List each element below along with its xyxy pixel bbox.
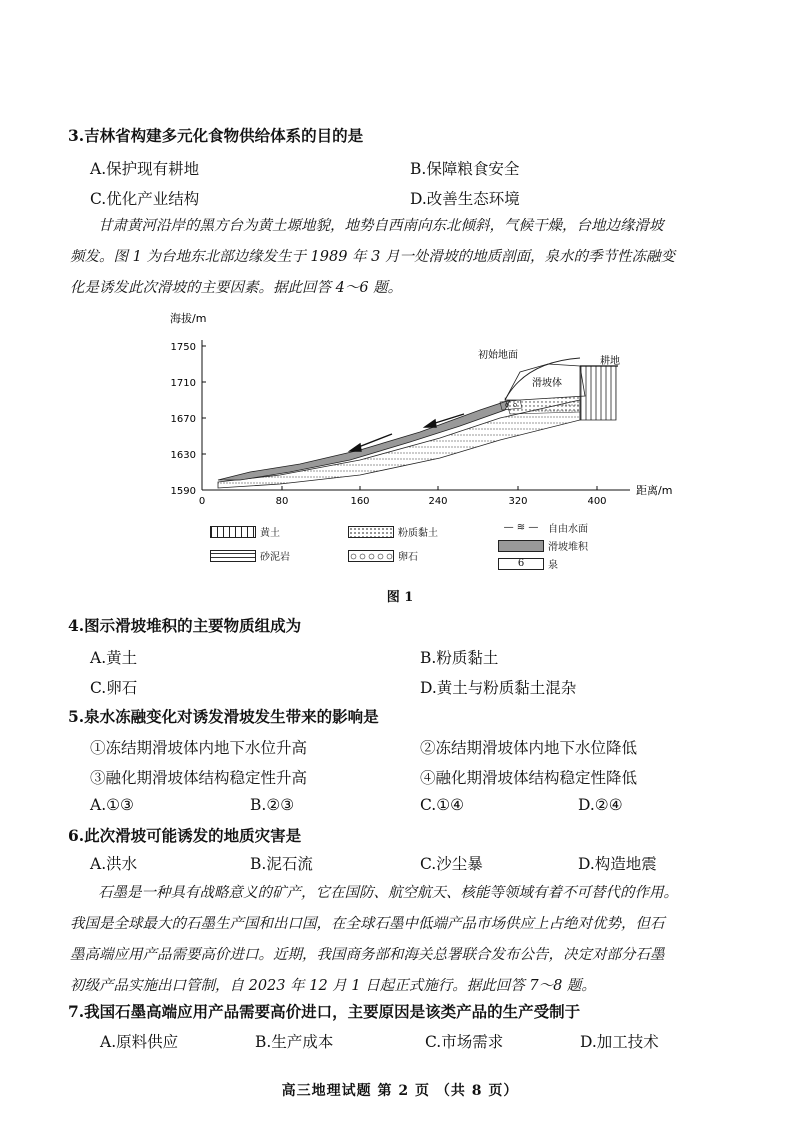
y-tick: 1670 (170, 414, 196, 425)
landslide-deposit-swatch (498, 540, 544, 552)
legend-loess-label: 黄土 (260, 528, 280, 539)
legend-sandstone-label: 砂泥岩 (260, 552, 290, 563)
question-3-stem: 3.吉林省构建多元化食物供给体系的目的是 (68, 126, 364, 145)
figure-legend (210, 518, 630, 578)
label-original-surface: 初始地面 (478, 350, 518, 361)
passage-2-line-1: 石墨是一种具有战略意义的矿产，它在国防、航空航天、核能等领域有着不可替代的作用。 (98, 885, 678, 901)
q4-option-c: C.卵石 (90, 679, 138, 697)
spring-swatch: 6 (498, 558, 544, 570)
x-tick: 320 (508, 496, 528, 507)
passage-1-line-2: 频发。图 1 为台地东北部边缘发生于 1989 年 3 月一处滑坡的地质剖面，泉水的季节性冻融变 (70, 249, 676, 265)
pebble-swatch (348, 550, 394, 562)
question-7-stem: 7.我国石墨高端应用产品需要高价进口，主要原因是该类产品的生产受制于 (68, 1002, 581, 1021)
legend-landslide-deposit (498, 538, 588, 553)
q3-option-c: C.优化产业结构 (90, 190, 200, 208)
q6-option-a: A.洪水 (90, 855, 138, 873)
y-axis-label: 海拔/m (170, 312, 207, 325)
question-4-stem: 4.图示滑坡堆积的主要物质组成为 (68, 616, 302, 635)
passage-2-line-4: 初级产品实施出口管制，自 2023 年 12 月 1 日起正式施行。据此回答 7～8 题。 (70, 978, 596, 994)
q5-option-c: C.①④ (420, 796, 465, 814)
q5-option-b: B.②③ (250, 796, 295, 814)
q6-option-b: B.泥石流 (250, 855, 313, 873)
x-tick: 160 (350, 496, 370, 507)
passage-2-line-2: 我国是全球最大的石墨生产国和出口国，在全球石墨中低端产品市场供应上占绝对优势，但石 (70, 916, 665, 932)
q3-option-b: B.保障粮食安全 (410, 160, 520, 178)
q7-option-a: A.原料供应 (100, 1033, 179, 1051)
legend-loess (210, 524, 280, 539)
q3-option-a: A.保护现有耕地 (90, 160, 200, 178)
q3-option-d: D.改善生态环境 (410, 190, 520, 208)
legend-spring (498, 556, 558, 571)
pebble-layer (500, 400, 522, 410)
legend-water-table (498, 520, 588, 535)
q6-option-d: D.构造地震 (578, 855, 657, 873)
passage-landslide (70, 211, 722, 304)
q6-option-c: C.沙尘暴 (420, 855, 483, 873)
label-farmland: 耕地 (600, 356, 620, 367)
legend-pebble (348, 548, 418, 563)
q5-statement-3: ③融化期滑坡体结构稳定性升高 (90, 769, 308, 787)
passage-2-line-3: 墨高端应用产品需要高价进口。近期，我国商务部和海关总署联合发布公告，决定对部分石墨 (70, 947, 665, 963)
legend-landslide-deposit-label: 滑坡堆积 (548, 542, 588, 553)
question-6-stem: 6.此次滑坡可能诱发的地质灾害是 (68, 826, 302, 845)
page-footer: 高三地理试题 第 2 页 （共 8 页） (281, 1083, 519, 1099)
q5-option-a: A.①③ (90, 796, 134, 814)
x-axis-label: 距离/m (636, 484, 673, 497)
q5-statement-4: ④融化期滑坡体结构稳定性降低 (420, 769, 638, 787)
silty-clay-swatch (348, 526, 394, 538)
sandstone-swatch (210, 550, 256, 562)
y-tick: 1710 (170, 378, 196, 389)
y-tick: 1750 (170, 342, 196, 353)
passage-graphite (70, 878, 722, 1002)
legend-pebble-label: 卵石 (398, 552, 418, 563)
y-tick: 1590 (170, 486, 196, 497)
figure-caption: 图 1 (386, 590, 414, 605)
q5-statement-1: ①冻结期滑坡体内地下水位升高 (90, 739, 308, 757)
loess-platform (580, 366, 616, 420)
x-tick: 240 (428, 496, 448, 507)
q4-option-a: A.黄土 (90, 649, 138, 667)
legend-silty-clay-label: 粉质黏土 (398, 528, 438, 539)
q7-option-c: C.市场需求 (425, 1033, 504, 1051)
label-landslide-body: 滑坡体 (532, 378, 562, 389)
x-tick: 400 (587, 496, 607, 507)
x-tick: 80 (275, 496, 289, 507)
q7-option-b: B.生产成本 (255, 1033, 334, 1051)
loess-swatch (210, 526, 256, 538)
passage-1-line-1: 甘肃黄河沿岸的黑方台为黄土塬地貌，地势自西南向东北倾斜，气候干燥，台地边缘滑坡 (98, 218, 664, 234)
question-5-stem: 5.泉水冻融变化对诱发滑坡发生带来的影响是 (68, 707, 379, 726)
legend-water-table-label: 自由水面 (548, 524, 588, 535)
y-tick: 1630 (170, 450, 196, 461)
legend-sandstone (210, 548, 290, 563)
legend-silty-clay (348, 524, 438, 539)
passage-1-line-3: 化是诱发此次滑坡的主要因素。据此回答 4～6 题。 (70, 280, 403, 296)
q7-option-d: D.加工技术 (580, 1033, 659, 1051)
q4-option-d: D.黄土与粉质黏土混杂 (420, 679, 577, 697)
x-tick: 0 (198, 496, 206, 507)
water-table-symbol: — ≋ — (503, 522, 539, 533)
q4-option-b: B.粉质黏土 (420, 649, 499, 667)
legend-spring-label: 泉 (548, 560, 558, 571)
q5-statement-2: ②冻结期滑坡体内地下水位降低 (420, 739, 638, 757)
q5-option-d: D.②④ (578, 796, 623, 814)
